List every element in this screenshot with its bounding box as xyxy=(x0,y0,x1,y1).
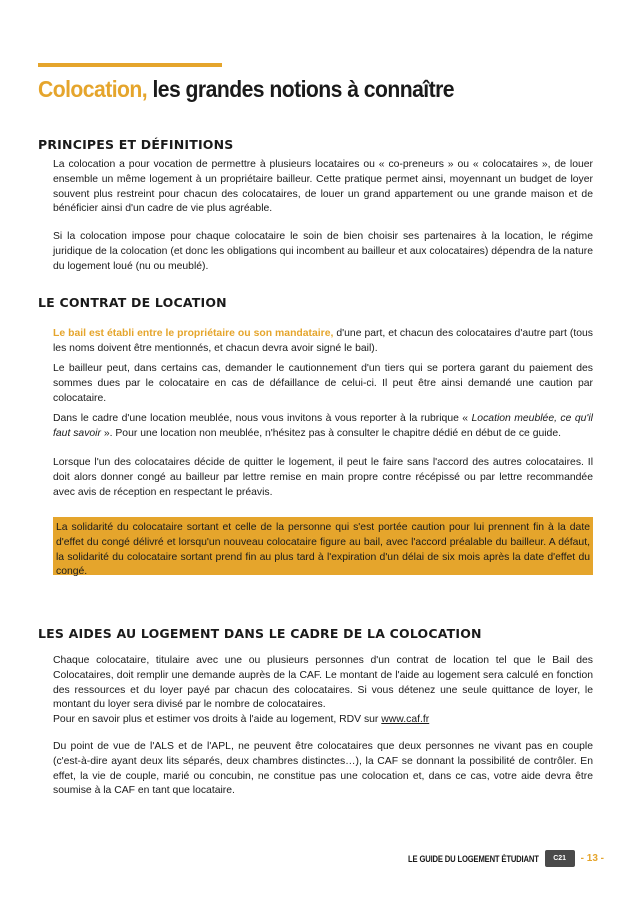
contrat-paragraph-3 xyxy=(53,412,593,442)
page-title xyxy=(38,76,454,103)
section-heading-contrat: LE CONTRAT DE LOCATION xyxy=(38,295,227,310)
aides-paragraph-1 xyxy=(53,654,593,728)
principes-paragraph-2: Si la colocation impose pour chaque colocataire le soin de bien choisir ses partenaires à la location, le régime juridique de la colocation (et donc les obligations qui incombent au bailleur et aux colocataires) dépendra de la nature du logement loué (nu ou meublé). xyxy=(53,231,593,272)
contrat-paragraph-3-italic: Location meublée, ce qu'il faut savoir xyxy=(53,413,593,439)
contrat-paragraph-2: Le bailleur peut, dans certains cas, demander le cautionnement d'un tiers qui se portera garant du paiement des sommes dues par le colocataire en cas de défaillance de celui-ci. Il peut être ainsi demandé une caution par colocataire. xyxy=(53,363,593,404)
contrat-paragraph-3-a: Dans le cadre d'une location meublée, nous vous invitons à vous reporter à la rubrique « xyxy=(53,413,472,424)
title-accent-bar xyxy=(38,63,222,67)
solidarity-note-text: La solidarité du colocataire sortant et celle de la personne qui s'est portée caution pour lui prennent fin à la date d'effet du congé délivré et lorsqu'un nouveau colocataire figure au bail, avec l'accord préalable du bailleur. A défaut, la solidarité du colocataire sortant prend fin au plus tard à l'expiration d'un délai de six mois après la date d'effet du congé. xyxy=(56,522,590,578)
aides-paragraph-1-text: Chaque colocataire, titulaire avec une ou plusieurs personnes d'un contrat de location tel que le Bail des Colocataires, doit remplir une demande auprès de la CAF. Le montant de l'aide au logement sera calculé en fonction des ressources et du loyer payé par chacun des colocataires. Si vous détenez une seule quittance de loyer, le montant du loyer sera divisé par le nombre de colocataires. xyxy=(53,655,593,711)
page-number: - 13 - xyxy=(580,853,604,864)
contrat-highlight: Le bail est établi entre le propriétaire ou son mandataire, xyxy=(53,328,334,339)
aides-link-prefix: Pour en savoir plus et estimer vos droits à l'aide au logement, RDV sur xyxy=(53,714,382,726)
contrat-paragraph-3-b: ». Pour une location non meublée, n'hésitez pas à consulter le chapitre dédié en début de ce guide. xyxy=(100,427,562,439)
title-rest: les grandes notions à connaître xyxy=(152,76,455,102)
guide-label: LE GUIDE DU LOGEMENT ÉTUDIANT xyxy=(408,853,539,864)
brand-logo-icon: C21 xyxy=(545,850,575,867)
caf-link[interactable]: www.caf.fr xyxy=(381,714,430,726)
section-heading-aides: LES AIDES AU LOGEMENT DANS LE CADRE DE LA COLOCATION xyxy=(38,626,482,641)
aides-paragraph-2: Du point de vue de l'ALS et de l'APL, ne peuvent être colocataires que deux personnes ne vivant pas en couple (c'est-à-dire ayant deux lits séparés, deux chambres distinctes…), la CAF se donnant la possibilité de contrôler. En effet, la vie de couple, marié ou concubin, ne constitue pas une colocation et, dans ce cas, votre aide devra être soumise à la CAF en tant que locataire. xyxy=(53,741,593,797)
contrat-paragraph-4: Lorsque l'un des colocataires décide de quitter le logement, il peut le faire sans l'accord des autres colocataires. Il doit alors donner congé au bailleur par lettre remise en main propre contre récépissé ou par lettre recommandée avec avis de réception en respectant le préavis. xyxy=(53,457,593,498)
solidarity-note-box xyxy=(53,517,593,578)
title-accent: Colocation, xyxy=(38,76,148,102)
principes-paragraph-1: La colocation a pour vocation de permettre à plusieurs locataires ou « co-preneurs » ou « colocataires », de louer ensemble un même logement à un propriétaire bailleur. Cette pratique permet ainsi, moyennant un budget de loyer souvent plus restreint pour chacun des colocataires, de louer un grand appartement ou une grande maison et de bénéficier ainsi d'un cadre de vie plus agréable. xyxy=(53,159,593,215)
page-footer xyxy=(385,850,604,867)
section-heading-principes: PRINCIPES ET DÉFINITIONS xyxy=(38,137,234,152)
contrat-paragraph-1 xyxy=(53,327,593,357)
contrat-paragraph-1-rest: d'une part, et chacun des colocataires d'autre part (tous les noms doivent être mentionnés, et chacun devra avoir signé le bail). xyxy=(53,328,593,354)
